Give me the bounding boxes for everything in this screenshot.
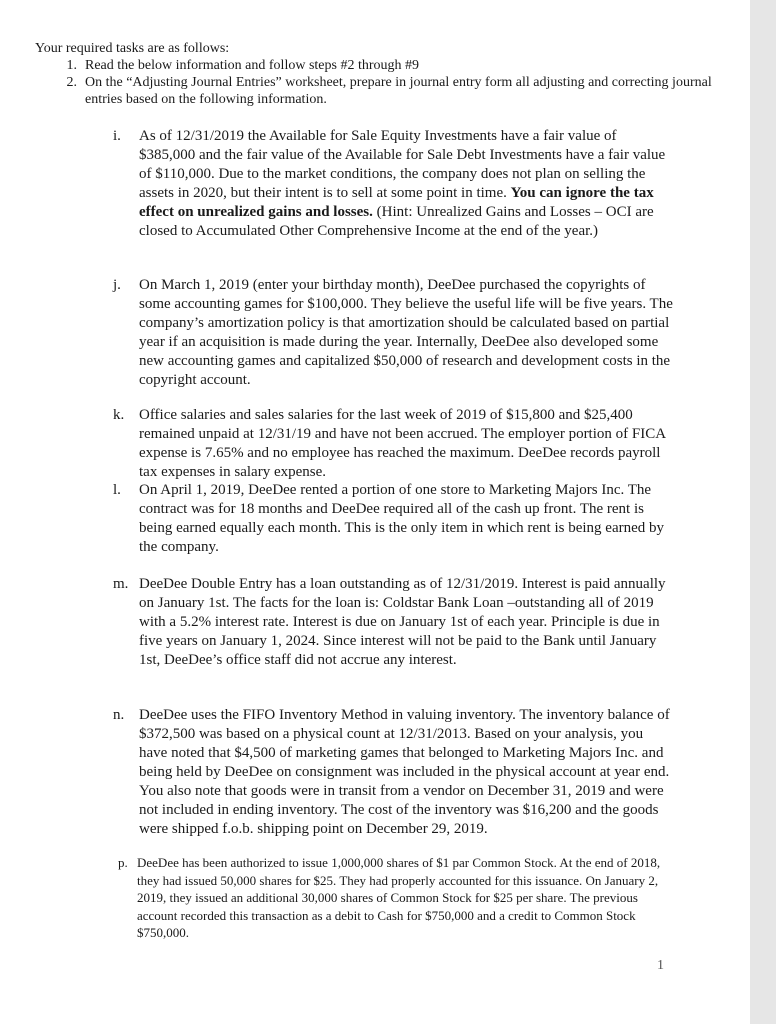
- item-i: [113, 127, 673, 241]
- item-label: k.: [113, 407, 125, 423]
- item-n: [113, 706, 673, 839]
- step-1: [35, 57, 715, 74]
- step-text: On the “Adjusting Journal Entries” worksheet, prepare in journal entry form all adjusting and correcting journal entries based on the following information.: [85, 75, 712, 107]
- item-label: m.: [113, 576, 129, 592]
- intro-heading: Your required tasks are as follows:: [35, 41, 230, 56]
- item-text: DeeDee Double Entry has a loan outstanding as of 12/31/2019. Interest is paid annually on January 1st. The facts for the loan is: Coldstar Bank Loan –outstanding all of 2019 with a 5.2% interest rate. Interest is due on January 1st of each year. Principle is due in five years on January 1, 2024. Since interest will not be paid to the Bank until January 1st, DeeDee’s office staff did not accrue any interest.: [139, 576, 666, 668]
- item-text: DeeDee uses the FIFO Inventory Method in valuing inventory. The inventory balance of $372,500 was based on a physical count at 12/31/2013. Based on your analysis, you have noted that $4,500 of marketing games that belonged to Marketing Majors Inc. and being held by DeeDee on consignment was included in the physical account at year end. You also note that goods were in transit from a vendor on December 31, 2019 and were not included in ending inventory. The cost of the inventory was $16,200 and the goods were shipped f.o.b. shipping point on December 29, 2019.: [139, 707, 670, 837]
- item-text: On April 1, 2019, DeeDee rented a portion of one store to Marketing Majors Inc. The contract was for 18 months and DeeDee required all of the cash up front. The rent is being earned equally each month. This is the only item in which rent is being earned by the company.: [139, 482, 664, 555]
- item-label: n.: [113, 707, 125, 723]
- item-text: DeeDee has been authorized to issue 1,000,000 shares of $1 par Common Stock. At the end of 2018, they had issued 50,000 shares for $25. They had properly accounted for this issuance. On January 2, 2019, they issued an additional 30,000 shares of Common Stock for $25 per share. The previous account recorded this transaction as a debit to Cash for $750,000 and a credit to Common Stock $750,000.: [137, 855, 661, 940]
- item-text: Office salaries and sales salaries for the last week of 2019 of $15,800 and $25,400 remained unpaid at 12/31/19 and have not been accrued. The employer portion of FICA expense is 7.65% and no employee has reached the maximum. DeeDee records payroll tax expenses in salary expense.: [139, 407, 666, 480]
- step-number: 2.: [66, 75, 77, 90]
- item-label: i.: [113, 128, 121, 144]
- vertical-scrollbar[interactable]: [750, 0, 776, 1024]
- item-label: j.: [113, 277, 121, 293]
- item-m: [113, 575, 673, 670]
- item-j: [113, 276, 673, 390]
- item-label: p.: [118, 855, 128, 870]
- page-number: 1: [657, 958, 664, 973]
- item-p: [118, 854, 668, 942]
- item-bold-text: You can ignore the tax effect on unrealized gains and losses.: [139, 185, 654, 220]
- item-body: [139, 127, 673, 241]
- item-text: On March 1, 2019 (enter your birthday month), DeeDee purchased the copyrights of some accounting games for $100,000. They believe the useful life will be five years. The company’s amortization policy is that amortization should be calculated based on partial year if an acquisition is made during the year. Internally, DeeDee also developed some new accounting games and capitalized $50,000 of research and development costs in the copyright account.: [139, 277, 673, 388]
- step-number: 1.: [66, 58, 77, 73]
- item-text: As of 12/31/2019 the Available for Sale Equity Investments have a fair value of $385,000 and the fair value of the Available for Sale Debt Investments have a fair value of $110,000. Due to the market conditions, the company does not plan on selling the assets in 2020, but their intent is to sell at some point in time.: [139, 128, 666, 201]
- step-text: Read the below information and follow steps #2 through #9: [85, 58, 419, 73]
- step-2: [35, 74, 715, 108]
- intro-section: [35, 40, 715, 108]
- item-k: [113, 406, 673, 482]
- item-text: (Hint: Unrealized Gains and Losses – OCI are closed to Accumulated Other Comprehensive Income at the end of the year.): [139, 204, 654, 239]
- item-label: l.: [113, 482, 121, 498]
- item-l: [113, 481, 673, 557]
